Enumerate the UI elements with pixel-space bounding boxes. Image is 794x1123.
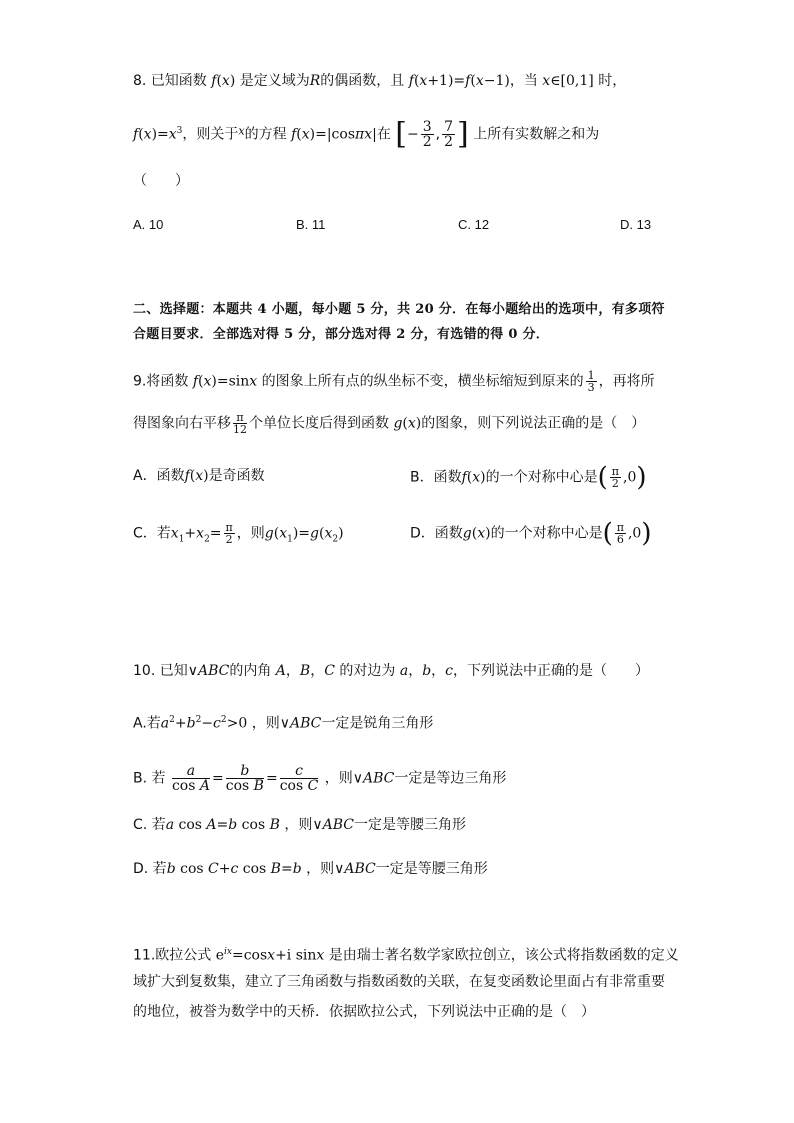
q9-text: ，再将所 [598, 373, 655, 390]
q10-text: C. 若 [133, 817, 166, 833]
math-expr: f [184, 468, 190, 484]
q10-option-c: C. 若a cos A=b cos B ，则∨ABC一定是等腰三角形 [133, 817, 466, 833]
math-expr: a [160, 715, 170, 732]
q9-text: 的一个对称中心是 [490, 525, 603, 542]
q9-option-b: B．函数f(x)的一个对称中心是( $\frac{\pi}{2}$ ,0) [410, 462, 647, 493]
q9-line-2: 得图象向右平移 $\frac{\pi}{12}$ 个单位长度后得到函数 g(x)的图象，则下列说法正确的是（ ） [133, 411, 646, 436]
q8-option-c: C. 12 [458, 217, 490, 232]
q10-text: ，则 [251, 715, 280, 732]
q8-text: 已知函数 [150, 73, 207, 89]
q8-option-b: B. 11 [296, 217, 326, 232]
q11-line-3: 的地位，被誉为数学中的天桥．依据欧拉公式，下列说法中正确的是（ ） [133, 1004, 595, 1020]
q9-text: B．函数 [410, 469, 462, 486]
math-expr: f [133, 126, 139, 143]
math-expr: g [462, 525, 472, 542]
q9-text: 的图象，则下列说法正确的是（ ） [421, 415, 646, 432]
math-expr: f [461, 469, 467, 486]
q9-text: D．函数 [410, 525, 463, 542]
q9-text: ，则 [236, 525, 265, 542]
q8-text: 的方程 [244, 126, 287, 143]
q8-number: 8. [133, 73, 147, 89]
math-expr: e [215, 947, 225, 964]
section-header-line-2: 合题目要求．全部选对得 5 分，部分选对得 2 分，有选错的得 0 分． [133, 327, 550, 342]
q9-text: 是奇函数 [208, 468, 265, 484]
q10-text: 的内角 [229, 663, 272, 679]
q10-text: ，则 [306, 861, 335, 877]
q9-text: C．若 [133, 525, 171, 542]
q8-text: 是定义域为 [239, 73, 310, 89]
q10-number: 10. [133, 663, 156, 679]
q8-text: 的偶函数，且 [320, 73, 405, 89]
q8-option-a: A. 10 [133, 217, 164, 232]
q11-number: 11. [133, 947, 156, 964]
math-expr: b [166, 861, 176, 877]
section-header-line-1: 二、选择题：本题共 4 小题，每小题 5 分，共 20 分．在每小题给出的选项中，有多项符 [133, 302, 665, 317]
q10-text: 一定是等腰三角形 [353, 817, 466, 833]
q10-text: ，则 [284, 817, 313, 833]
math-expr: f [408, 73, 414, 89]
q10-text: 的对边为 [339, 663, 396, 679]
q9-text: A．函数 [133, 468, 185, 484]
q10-option-a: A.若$a^2+b^2-c^2>0$ ，则∨ABC一定是锐角三角形 [133, 715, 434, 732]
q10-option-b: B. 若 $\frac{a}{\text{cos A}}$ = $\frac{b}{\text{cos B}}$ = $\frac{c}{\text{cos C}}$ ，则∨ABC一定是等边三角形 [133, 763, 507, 794]
math-expr: g [393, 415, 403, 432]
q11-text: 欧拉公式 [155, 947, 212, 964]
q9-text: 个单位长度后得到函数 [249, 415, 389, 432]
q9-text: 的图象上所有点的纵坐标不变，横坐标缩短到原来的 [261, 373, 584, 390]
q8-line-2: $f(x)=x^3$，则关于$^x$的方程 f(x)=|cosπx|在 [− $\frac{3}{2}$ , $\frac{7}{2}$ ] 上所有实数解之和为 [133, 116, 600, 152]
q10-text: D. 若 [133, 861, 167, 877]
q11-line-1: 11.欧拉公式 $e^{ix}=\cos x+i$ sinx 是由瑞士著名数学家欧拉创立，该公式将指数函数的定义 [133, 947, 679, 964]
math-expr: ∨ABC [187, 663, 230, 679]
q11-text: 是由瑞士著名数学家欧拉创立，该公式将指数函数的定义 [328, 947, 679, 964]
math-expr: f [291, 126, 297, 143]
q10-text: ，下列说法中正确的是（ ） [453, 663, 650, 679]
q10-option-d: D. 若b cos C+c cos B=b ，则∨ABC一定是等腰三角形 [133, 861, 488, 877]
q8-text: 在 [376, 126, 391, 143]
math-expr: x [542, 73, 551, 89]
q9-number: 9. [133, 373, 147, 390]
q9-line-1: 9.将函数 f(x)=sinx 的图象上所有点的纵坐标不变，横坐标缩短到原来的 $\frac{1}{3}$ ，再将所 [133, 369, 655, 394]
math-expr: f [211, 73, 217, 89]
q10-text: A.若 [133, 715, 161, 732]
q10-text: 一定是等边三角形 [394, 770, 507, 787]
math-expr: x [170, 525, 179, 542]
q10-text: 已知 [159, 663, 188, 679]
q8-line-1: 8. 已知函数 f(x) 是定义域为R的偶函数，且 f(x+1)=f(x−1)，当 x∈[0,1] 时， [133, 73, 627, 89]
q10-text: B. 若 [133, 770, 166, 787]
q9-text: 得图象向右平移 [133, 415, 231, 432]
q9-option-a: A．函数f(x)是奇函数 [133, 468, 265, 484]
q9-option-c: C．若$x_1+x_2=$ $\frac{\pi}{2}$ ，则$g(x_1)=g(x_2)$ [133, 521, 344, 546]
q10-text: ，则 [324, 770, 353, 787]
math-expr: a [165, 817, 175, 833]
q8-answer-paren: （ ） [133, 173, 189, 189]
q8-text: 时， [598, 73, 627, 89]
q9-text: 将函数 [146, 373, 189, 390]
math-expr: f [192, 373, 198, 390]
q9-text: 的一个对称中心是 [485, 469, 598, 486]
q10-stem: 10. 已知∨ABC的内角 A，B，C 的对边为 a，b，c，下列说法中正确的是（ ） [133, 663, 650, 679]
math-expr: R [309, 73, 321, 89]
q8-text: 上所有实数解之和为 [473, 126, 600, 143]
q8-text: ，当 [509, 73, 538, 89]
q8-option-d: D. 13 [620, 217, 652, 232]
q10-text: 一定是等腰三角形 [375, 861, 488, 877]
q9-option-d: D．函数g(x)的一个对称中心是( $\frac{\pi}{6}$ ,0) [410, 518, 652, 549]
q11-line-2: 域扩大到复数集，建立了三角函数与指数函数的关联，在复变函数论里面占有非常重要 [133, 974, 665, 990]
q10-text: 一定是锐角三角形 [321, 715, 434, 732]
q8-text: ，则关于 [182, 126, 239, 143]
